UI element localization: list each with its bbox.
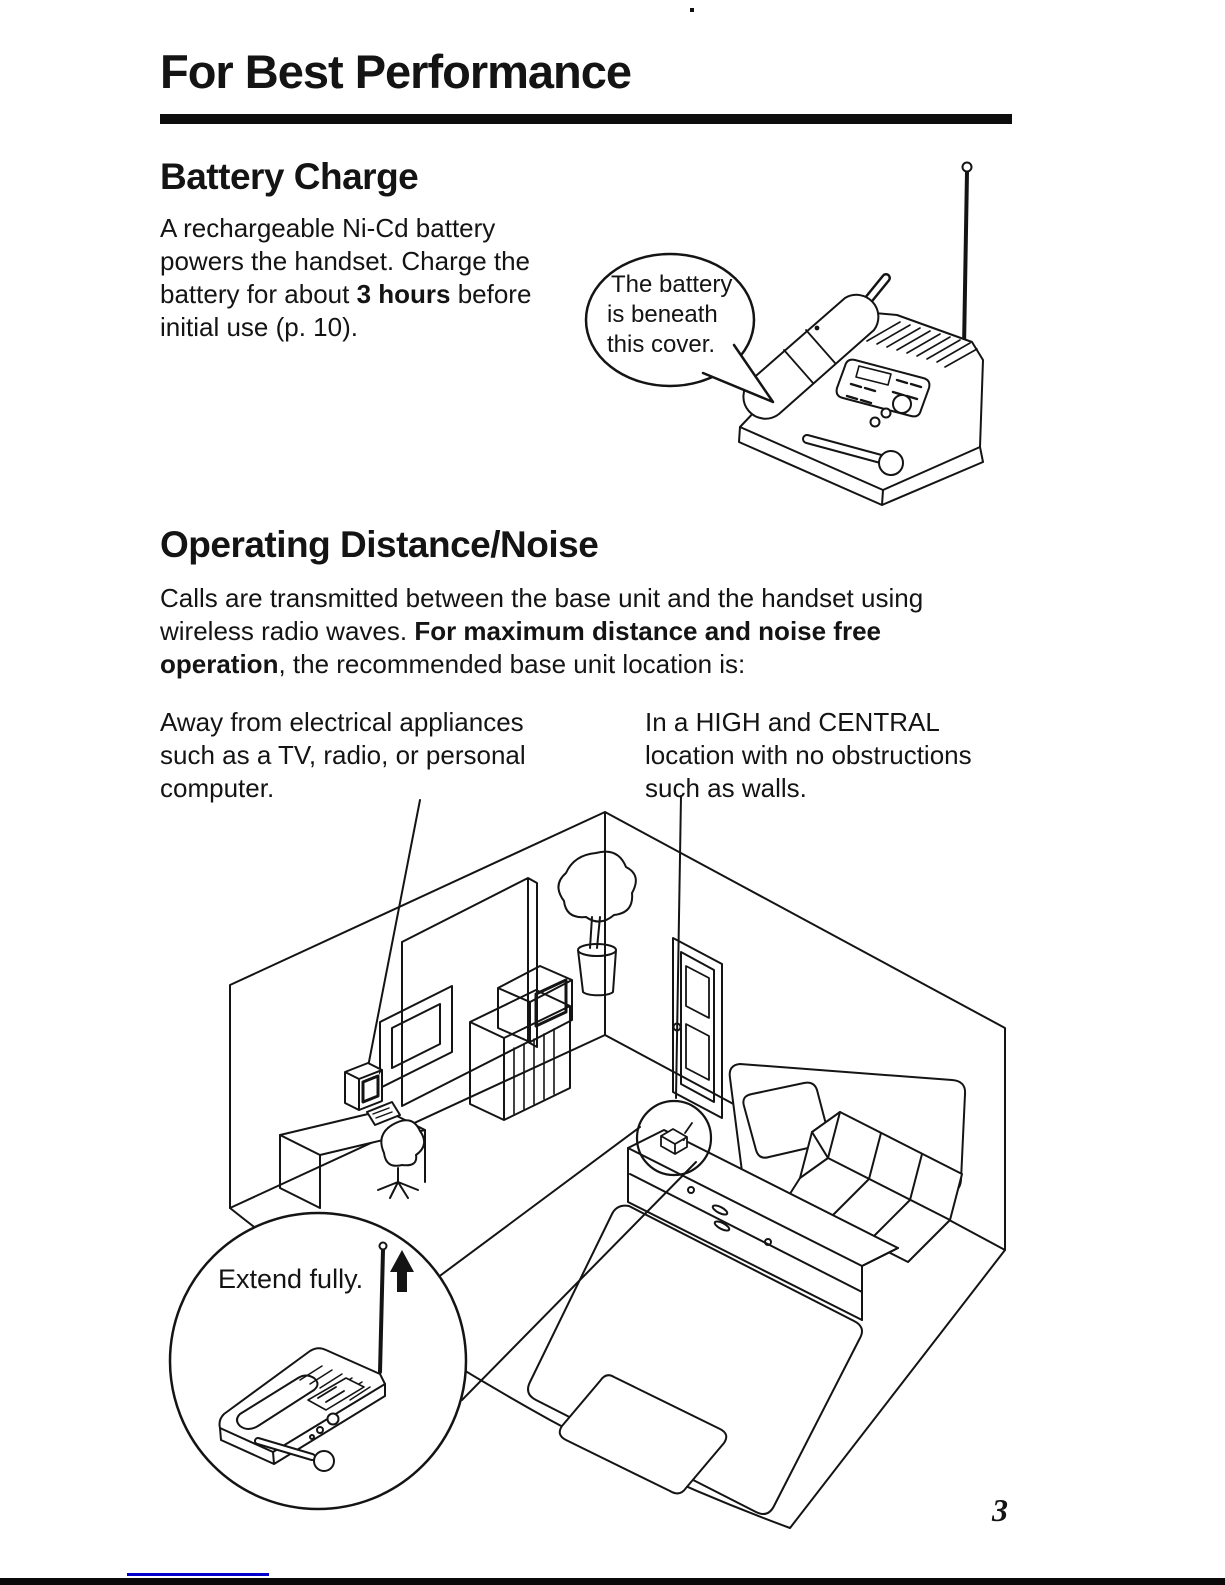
office-chair: [378, 1120, 424, 1198]
section-heading-battery-charge: Battery Charge: [160, 156, 419, 197]
bubble-text-line2: is beneath: [607, 301, 718, 328]
section-heading-operating: Operating Distance/Noise: [160, 524, 599, 565]
scan-artifact-blue-line: [127, 1573, 269, 1576]
operating-body-bold2: operation: [160, 649, 279, 679]
bubble-text-line1: The battery: [611, 271, 733, 298]
operating-paragraph: [160, 582, 1005, 681]
battery-body-pre: A rechargeable Ni-Cd battery powers the handset. Charge the battery for about: [160, 213, 531, 309]
base-unit-antenna: [963, 163, 972, 349]
scan-edge-bar: [0, 1578, 1225, 1585]
bubble-text-line3: this cover.: [607, 331, 716, 358]
potted-plant: [558, 852, 635, 996]
page-title: For Best Performance: [160, 45, 632, 98]
base-small-button: [871, 418, 880, 427]
operating-body-post: , the recommended base unit location is:: [278, 649, 746, 679]
operating-body-bold: For maximum distance and noise free: [414, 616, 882, 646]
battery-body-post: before initial use (p. 10).: [160, 279, 532, 342]
tip-away-from-appliances: Away from electrical appliances such as a TV, radio, or personal computer.: [160, 707, 526, 803]
door: [673, 938, 722, 1118]
page-number: 3: [992, 1492, 1008, 1528]
tip-high-central: In a HIGH and CENTRAL location with no obstructions such as walls.: [645, 707, 972, 803]
tv-shelf-unit: [470, 966, 572, 1120]
callout-label: Extend fully.: [218, 1264, 364, 1294]
speech-bubble: [586, 254, 773, 402]
base-small-button: [882, 409, 891, 418]
base-round-pad: [879, 451, 903, 475]
battery-charge-paragraph: [160, 212, 584, 344]
title-rule: [160, 114, 1012, 124]
phone-illustration: [555, 152, 1025, 502]
handset-dot: [815, 326, 820, 331]
operating-body-pre: Calls are transmitted between the base unit and the handset using wireless radio waves.: [160, 583, 924, 646]
scan-speck: [690, 8, 694, 12]
room-illustration: [140, 780, 1030, 1545]
base-dial-button: [893, 395, 911, 413]
picture-frame: [380, 986, 452, 1088]
battery-body-bold: 3 hours: [356, 279, 451, 309]
computer: [345, 1063, 400, 1125]
